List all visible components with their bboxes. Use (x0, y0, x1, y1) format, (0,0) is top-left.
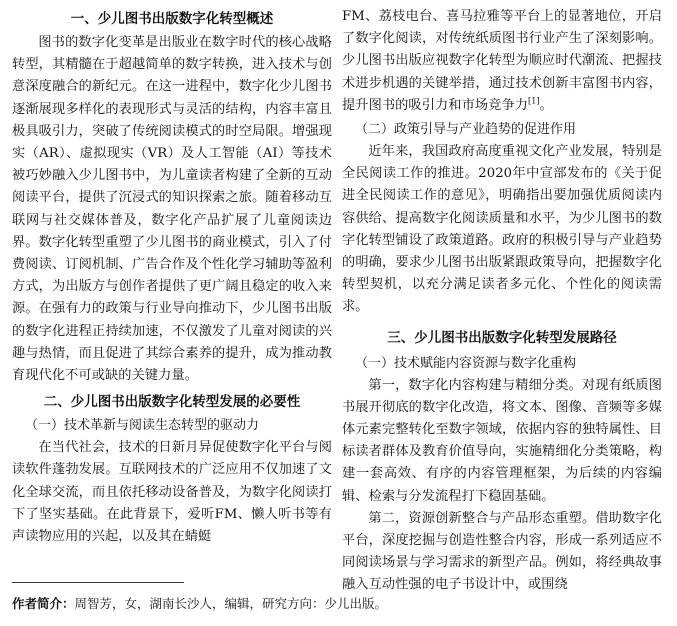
section-1-heading: 一、少儿图书出版数字化转型概述 (70, 11, 274, 27)
section-2-heading: 二、少儿图书出版数字化转型发展的必要性 (43, 394, 301, 411)
section-2-paragraph-1: 在当代社会，技术的日新月异促使数字化平台与阅读软件蓬勃发展。互联网技术的广泛应用不仅加速了文化全球交流，而且依托移动设备普及，为数字化阅读打下了坚实基础。在此背景下，爱听FM、懒人听书等有声读物应用的兴起，以及其在蜻蜓 (12, 440, 332, 545)
footnote-divider (12, 582, 184, 583)
author-footnote (12, 594, 652, 614)
section-3-heading: 三、少儿图书出版数字化转型发展路径 (387, 329, 617, 346)
section-3-paragraph-2: 第二，资源创新整合与产品形态重塑。借助数字化平台，深度挖掘与创造性整合内容，形成一系列适应不同阅读场景与学习需求的新型产品。例如，将经典故事融入互动性强的电子书设计中，或围绕 (342, 510, 662, 593)
section-2-subheading-2: （二）政策引导与产业趋势的促进作用 (355, 122, 577, 138)
right-column (342, 6, 662, 597)
left-column (12, 6, 332, 548)
citation-ref: [1] (528, 96, 540, 106)
footnote-label: 作者简介： (12, 596, 75, 611)
continued-paragraph (342, 6, 662, 117)
continued-end: 。 (539, 97, 553, 113)
section-2-subheading-1: （一）技术革新与阅读生态转型的驱动力 (25, 418, 260, 434)
section-3-paragraph-1: 第一，数字化内容构建与精细分类。对现有纸质图书展开彻底的数字化改造，将文本、图像、音频等多媒体元素完整转化至数字领域，依据内容的独特属性、目标读者群体及教育价值导向，实施精细化分类策略，构建一套高效、有序的内容管理框架，为后续的内容编辑、检索与分发流程打下稳固基础。 (342, 377, 662, 504)
section-2-paragraph-2: 近年来，我国政府高度重视文化产业发展，特别是全民阅读工作的推进。2020年中宣部发布的《关于促进全民阅读工作的意见》，明确指出要加强优质阅读内容供给、提高数字化阅读质量和水平，为少儿图书的数字化转型铺设了政策道路。政府的积极引导与产业趋势的明确，要求少儿图书出版紧跟政策导向，把握数字化转型契机，以充分满足读者多元化、个性化的阅读需求。 (342, 144, 662, 315)
continued-text: FM、荔枝电台、喜马拉雅等平台上的显著地位，开启了数字化阅读，对传统纸质图书行业产生了深刻影响。少儿图书出版应视数字化转型为顺应时代潮流、把握技术进步机遇的关键举措，通过技术创新丰富图书内容，提升图书的吸引力和市场竞争力 (342, 9, 662, 113)
section-1-paragraph: 图书的数字化变革是出版业在数字时代的核心战略转型，其精髓在于超越简单的数字转换，进入技术与创意深度融合的新纪元。在这一进程中，数字化少儿图书逐渐展现多样化的表现形式与灵活的结构，内容丰富且极具吸引力，突破了传统阅读模式的时空局限。增强现实（AR）、虚拟现实（VR）及人工智能（AI）等技术被巧妙融入少儿图书中，为儿童读者构建了全新的互动阅读平台，提供了沉浸式的知识探索之旅。随着移动互联网与社交媒体普及，数字化产品扩展了儿童阅读边界。数字化转型重塑了少儿图书的商业模式，引入了付费阅读、订阅机制、广告合作及个性化学习辅助等盈利方式，为出版方与创作者提供了更广阔且稳定的收入来源。在强有力的政策与行业导向推动下，少儿图书出版的数字化进程正持续加速，不仅激发了儿童对阅读的兴趣与热情，而且促进了其综合素养的提升，成为推动教育现代化不可或缺的关键力量。 (12, 35, 332, 384)
section-3-subheading-1: （一）技术赋能内容资源与数字化重构 (355, 355, 577, 371)
footnote-text: 周智芳，女，湖南长沙人，编辑，研究方向：少儿出版。 (74, 596, 388, 611)
